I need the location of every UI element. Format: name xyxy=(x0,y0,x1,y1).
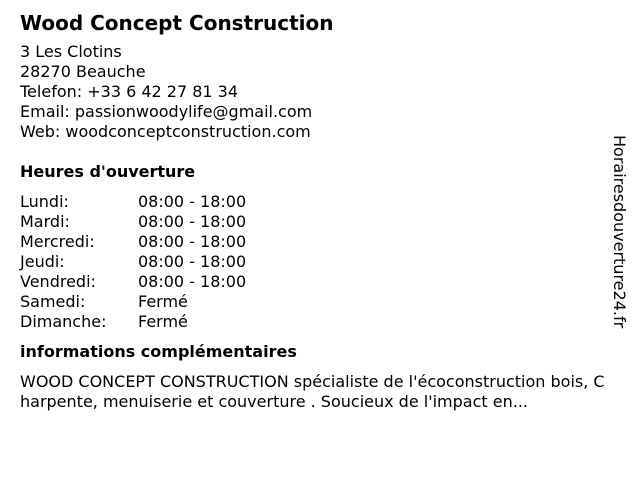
day-label: Dimanche: xyxy=(20,312,107,331)
day-hours: 08:00 - 18:00 xyxy=(138,212,247,231)
day-hours: Fermé xyxy=(138,292,188,311)
hours-row-wednesday xyxy=(20,232,610,252)
day-label: Mardi: xyxy=(20,212,70,231)
day-label: Vendredi: xyxy=(20,272,96,291)
address-line-city: 28270 Beauche xyxy=(20,62,146,81)
opening-hours-title: Heures d'ouverture xyxy=(20,162,196,181)
day-hours: 08:00 - 18:00 xyxy=(138,252,247,271)
hours-row-sunday xyxy=(20,312,610,332)
additional-info-title: informations complémentaires xyxy=(20,342,297,361)
opening-hours-list xyxy=(20,192,610,332)
site-watermark xyxy=(608,135,630,345)
day-label: Lundi: xyxy=(20,192,69,211)
day-label: Samedi: xyxy=(20,292,86,311)
day-label: Jeudi: xyxy=(20,252,65,271)
watermark-text: Horairesdouverture24.fr xyxy=(610,135,629,329)
day-hours: 08:00 - 18:00 xyxy=(138,232,247,251)
hours-row-thursday xyxy=(20,252,610,272)
hours-row-saturday xyxy=(20,292,610,312)
business-card xyxy=(20,10,610,412)
additional-info-text: WOOD CONCEPT CONSTRUCTION spécialiste de l'écoconstruction bois, Charpente, menuiserie et couverture . Soucieux de l'impact en... xyxy=(20,372,605,411)
hours-row-monday xyxy=(20,192,610,212)
day-hours: 08:00 - 18:00 xyxy=(138,192,247,211)
email-address: Email: passionwoodylife@gmail.com xyxy=(20,102,313,121)
business-name: Wood Concept Construction xyxy=(20,11,334,35)
day-label: Mercredi: xyxy=(20,232,95,251)
website: Web: woodconceptconstruction.com xyxy=(20,122,311,141)
day-hours: Fermé xyxy=(138,312,188,331)
address-line-street: 3 Les Clotins xyxy=(20,42,122,61)
hours-row-friday xyxy=(20,272,610,292)
phone-number: Telefon: +33 6 42 27 81 34 xyxy=(20,82,239,101)
hours-row-tuesday xyxy=(20,212,610,232)
day-hours: 08:00 - 18:00 xyxy=(138,272,247,291)
